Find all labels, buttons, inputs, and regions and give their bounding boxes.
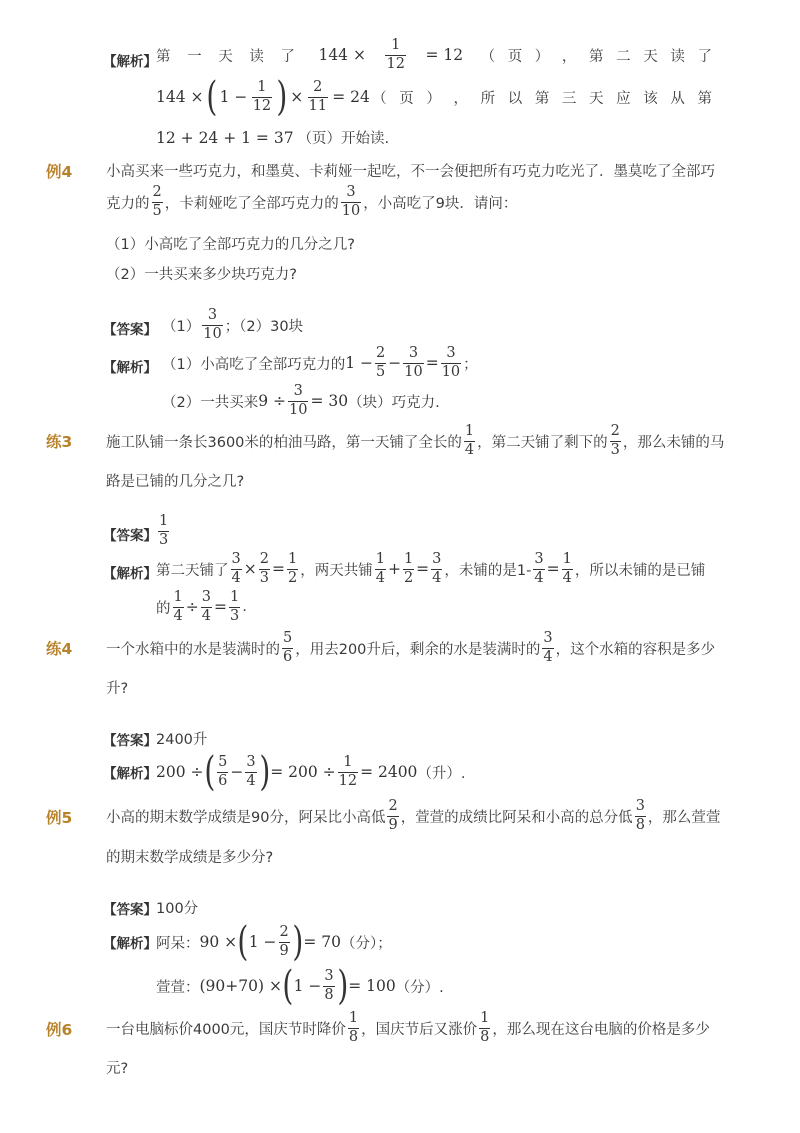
fraction	[441, 346, 461, 381]
denominator: 10	[441, 363, 461, 380]
numerator: 1	[287, 551, 298, 567]
numerator: 2	[376, 345, 386, 361]
answer-tag: 【答案】	[103, 528, 157, 544]
denominator: 4	[464, 441, 475, 458]
denominator: 4	[231, 569, 241, 586]
denominator: 9	[279, 942, 289, 959]
numerator: 2	[610, 423, 620, 439]
fraction	[217, 755, 228, 790]
denominator: 9	[388, 816, 398, 833]
question-line: 小高买来一些巧克力，和墨莫、卡莉娅一起吃，不一会便把所有巧克力吃光了．墨莫吃了全部巧	[106, 164, 715, 180]
question-line: 升?	[106, 681, 129, 697]
fraction	[252, 80, 272, 115]
fraction	[173, 590, 184, 625]
numerator: 5	[218, 753, 228, 770]
answer-line: 2400升	[156, 732, 208, 748]
answer-tag: 【答案】	[103, 322, 157, 338]
numerator: 2	[259, 551, 269, 567]
fraction	[152, 185, 163, 220]
question-line: 一台电脑标价4000元，国庆节时降价 $\frac{1}{8}$ ，国庆节后又涨价 $\frac{1}{8}$ ，那么现在这台电脑的价格是多少	[106, 1010, 710, 1045]
fraction	[403, 552, 414, 587]
solution-line: 阿呆： 90 × ( 1 − $\frac{2}{9}$ ) = 70 （分）；	[156, 919, 392, 965]
question-line: 克力的 $\frac{2}{5}$ ，卡莉娅吃了全部巧克力的 $\frac{3}{10}$ ，小高吃了9块．请问：	[106, 184, 518, 219]
example-label: 例5	[46, 809, 73, 827]
denominator: 4	[201, 607, 211, 624]
answer-line: 100分	[156, 901, 199, 917]
numerator: 3	[201, 589, 211, 605]
numerator: 1	[480, 1010, 490, 1026]
denominator: 4	[432, 569, 442, 586]
denominator: 4	[375, 569, 385, 586]
denominator: 4	[173, 607, 183, 624]
denominator: 5	[376, 363, 386, 380]
numerator: 3	[207, 307, 218, 323]
denominator: 2	[287, 569, 298, 586]
fraction	[282, 631, 293, 666]
fraction	[158, 514, 169, 549]
left-paren: (	[203, 749, 215, 795]
fraction	[479, 1011, 490, 1046]
numerator: 3	[408, 345, 419, 361]
solution-line: 第二天铺了 $\frac{3}{4}$ × $\frac{2}{3}$ = $\frac{1}{2}$ ，两天共铺 $\frac{1}{4}$ + $\frac{1}{2}$ = $\frac{3}{4}$ ，未铺的是1- $\frac{3}{4}$ = $\frac{1}{4}$ ，所以未铺的是已铺	[156, 551, 706, 586]
denominator: 2	[403, 569, 414, 586]
fraction	[533, 552, 544, 587]
denominator: 6	[218, 772, 228, 789]
analysis-tag: 【解析】	[103, 936, 157, 952]
numerator: 1	[348, 1010, 359, 1026]
fraction	[635, 799, 646, 834]
answer-line: （1） $\frac{3}{10}$ ；（2）30块	[162, 307, 304, 342]
numerator: 3	[446, 345, 456, 361]
numerator: 1	[173, 589, 183, 605]
numerator: 3	[246, 753, 256, 770]
answer-tag: 【答案】	[103, 902, 157, 918]
numerator: 3	[635, 798, 645, 814]
fraction	[279, 925, 290, 960]
denominator: 12	[252, 97, 272, 114]
fraction	[231, 552, 242, 587]
fraction	[387, 799, 398, 834]
fraction	[288, 384, 308, 419]
left-paren: (	[282, 963, 294, 1009]
numerator: 3	[231, 551, 241, 567]
question-line: 一个水箱中的水是装满时的 $\frac{5}{6}$ ，用去200升后，剩余的水是装满时的 $\frac{3}{4}$ ，这个水箱的容积是多少	[106, 630, 716, 665]
fraction	[341, 185, 361, 220]
fraction	[229, 590, 240, 625]
numerator: 1	[159, 513, 169, 529]
denominator: 10	[341, 202, 361, 219]
answer-tag: 【答案】	[103, 733, 157, 749]
denominator: 8	[348, 1028, 359, 1045]
denominator: 10	[289, 401, 308, 418]
numerator: 2	[152, 184, 162, 200]
denominator: 8	[635, 816, 645, 833]
denominator: 8	[324, 986, 334, 1003]
example-label: 例6	[46, 1021, 73, 1039]
denominator: 5	[152, 202, 162, 219]
numerator: 2	[388, 798, 398, 814]
denominator: 4	[246, 772, 256, 789]
numerator: 3	[534, 551, 544, 567]
fraction	[201, 590, 212, 625]
practice-label: 练3	[46, 433, 73, 451]
question-line: 的期末数学成绩是多少分?	[106, 850, 274, 866]
solution-line: 萱萱： (90+70) × ( 1 − $\frac{3}{8}$ ) = 100 （分）.	[156, 963, 444, 1009]
question-line: 施工队铺一条长3600米的柏油马路，第一天铺了全长的 $\frac{1}{4}$ ，第二天铺了剩下的 $\frac{2}{3}$ ，那么未铺的马	[106, 423, 725, 458]
numerator: 1	[229, 589, 240, 605]
denominator: 6	[283, 648, 293, 665]
denominator: 11	[308, 97, 327, 114]
fraction	[287, 552, 298, 587]
question-line: 路是已铺的几分之几?	[106, 474, 245, 490]
denominator: 10	[404, 363, 423, 380]
fraction	[542, 631, 553, 666]
denominator: 3	[159, 531, 169, 548]
denominator: 3	[229, 607, 240, 624]
fraction	[348, 1011, 359, 1046]
numerator: 1	[562, 551, 572, 567]
denominator: 4	[534, 569, 544, 586]
numerator: 3	[543, 630, 553, 646]
numerator: 2	[279, 923, 289, 940]
numerator: 1	[464, 423, 475, 439]
denominator: 4	[562, 569, 572, 586]
denominator: 3	[610, 441, 620, 458]
practice-label: 练4	[46, 640, 73, 658]
numerator: 1	[375, 551, 385, 567]
numerator: 2	[313, 78, 323, 95]
solution-line: （1）小高吃了全部巧克力的 1 − $\frac{2}{5}$ − $\frac{3}{10}$ = $\frac{3}{10}$ ；	[162, 345, 478, 380]
denominator: 10	[203, 325, 222, 342]
fraction	[323, 969, 334, 1004]
analysis-tag: 【解析】	[103, 54, 157, 70]
solution-line: 12 + 24 + 1 = 37 （页）开始读.	[156, 128, 390, 147]
left-paren: (	[206, 74, 218, 120]
denominator: 4	[543, 648, 553, 665]
fraction	[202, 308, 222, 343]
fraction	[464, 424, 475, 459]
answer-line	[156, 514, 171, 549]
numerator: 1	[257, 78, 267, 95]
fraction	[375, 346, 386, 381]
analysis-tag: 【解析】	[103, 566, 157, 582]
right-paren: )	[258, 749, 270, 795]
fraction	[610, 424, 621, 459]
fraction	[403, 346, 423, 381]
solution-line: 第 一 天 读 了 144 × $\frac{1}{12}$ = 12 （ 页 ） ， 第 二 天 读 了	[156, 37, 716, 72]
fraction	[338, 755, 358, 790]
denominator: 12	[386, 55, 405, 72]
numerator: 1	[403, 551, 414, 567]
question-line: （1）小高吃了全部巧克力的几分之几?	[106, 237, 355, 253]
numerator: 3	[432, 551, 442, 567]
solution-line: 200 ÷ ( $\frac{5}{6}$ − $\frac{3}{4}$ ) = 200 ÷ $\frac{1}{12}$ = 2400 （升）.	[156, 749, 466, 795]
solution-line: 的 $\frac{1}{4}$ ÷ $\frac{3}{4}$ = $\frac{1}{3}$ .	[156, 589, 247, 624]
numerator: 3	[293, 383, 303, 399]
solution-line: 144 × ( 1 − $\frac{1}{12}$ ) × $\frac{2}{11}$ = 24 （ 页 ） ， 所 以 第 三 天 应 该 从 第	[156, 74, 716, 120]
right-paren: )	[276, 74, 288, 120]
right-paren: )	[336, 963, 348, 1009]
analysis-tag: 【解析】	[103, 766, 157, 782]
numerator: 3	[346, 184, 356, 200]
right-paren: )	[292, 919, 304, 965]
question-line: 元?	[106, 1061, 129, 1077]
fraction	[245, 755, 256, 790]
example-label: 例4	[46, 163, 73, 181]
left-paren: (	[237, 919, 249, 965]
fraction	[259, 552, 270, 587]
question-line: 小高的期末数学成绩是90分，阿呆比小高低 $\frac{2}{9}$ ，萱萱的成绩比阿呆和小高的总分低 $\frac{3}{8}$ ，那么萱萱	[106, 798, 721, 833]
fraction	[375, 552, 386, 587]
question-line: （2）一共买来多少块巧克力?	[106, 267, 297, 283]
numerator: 3	[324, 967, 334, 984]
numerator: 1	[343, 753, 353, 770]
denominator: 8	[480, 1028, 490, 1045]
numerator: 1	[391, 37, 401, 53]
denominator: 12	[338, 772, 358, 789]
denominator: 3	[259, 569, 269, 586]
analysis-tag: 【解析】	[103, 360, 157, 376]
fraction	[431, 552, 442, 587]
solution-line: （2）一共买来 9 ÷ $\frac{3}{10}$ = 30 （块）巧克力.	[162, 383, 440, 418]
fraction	[385, 38, 405, 73]
numerator: 5	[283, 630, 293, 646]
fraction	[562, 552, 573, 587]
fraction	[308, 80, 328, 115]
